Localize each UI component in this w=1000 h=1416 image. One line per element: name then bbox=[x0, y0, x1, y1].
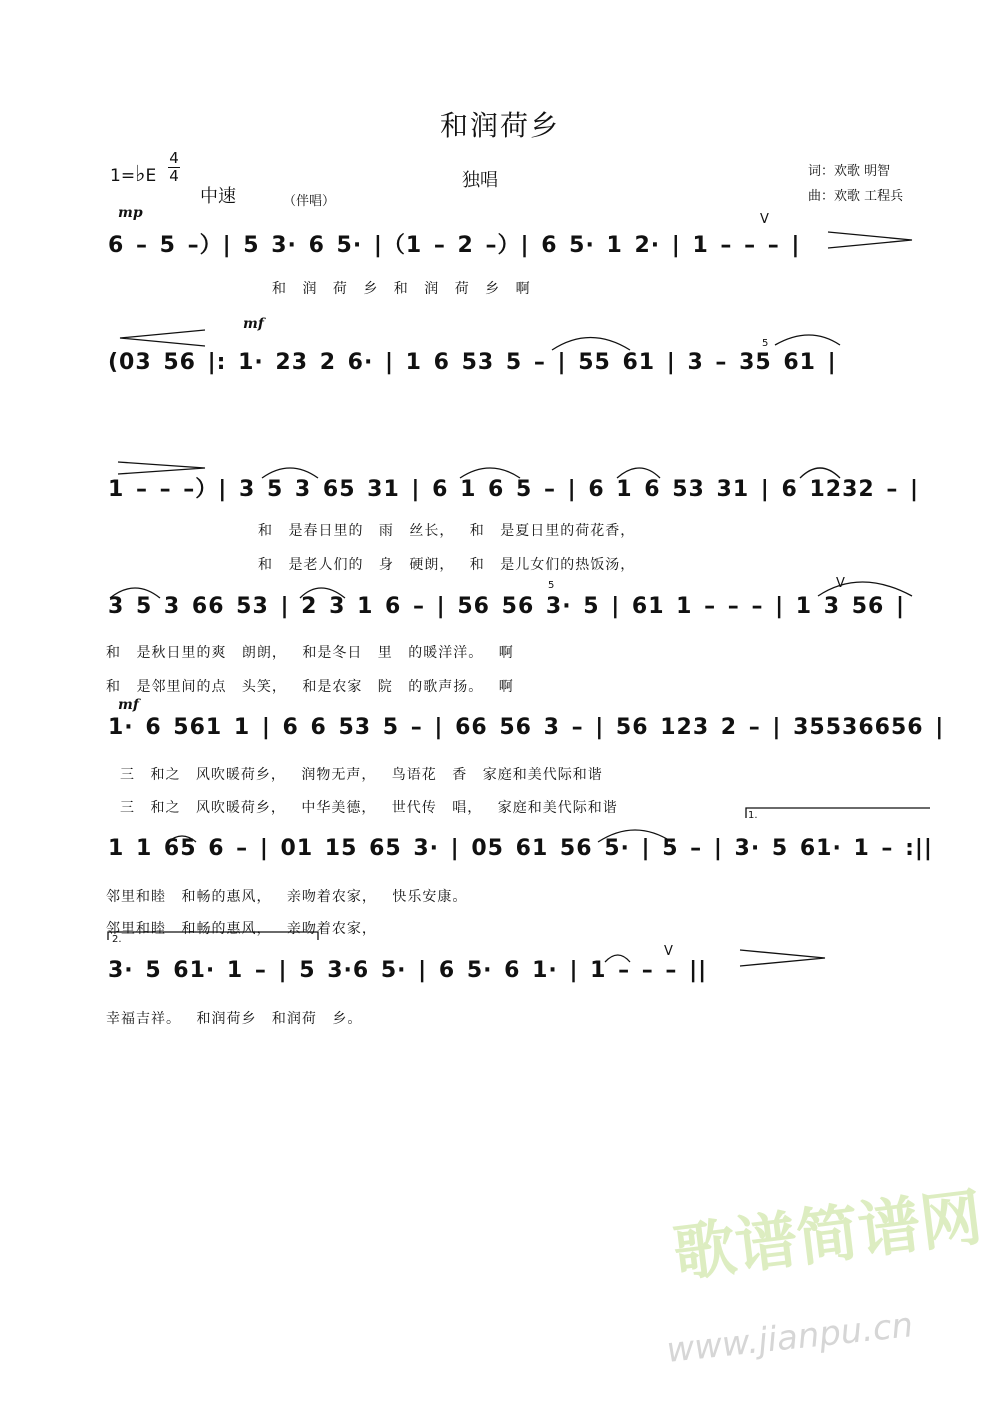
watermark-text: 歌谱简谱网 bbox=[669, 1180, 987, 1291]
decrescendo-hairpin bbox=[740, 950, 825, 966]
notation-row-4: 3 5 3 66 53 | 2 3 1 6 – | 56 56 3· 5 | 61 1 – – – | 1 3 56 | bbox=[108, 594, 906, 619]
notation-row-2: (03 56 |: 1· 23 2 6· | 1 6 53 5 – | 55 61 | 3 – 35 61 | bbox=[108, 350, 837, 375]
dynamic-mf: mf bbox=[243, 316, 264, 332]
tie bbox=[617, 468, 660, 478]
lyricist-credit: 词：欢歌 明智 bbox=[808, 164, 891, 179]
volta-first: 1. bbox=[748, 810, 758, 821]
tie bbox=[552, 338, 630, 351]
page-title: 和润荷乡 bbox=[439, 109, 560, 142]
tie bbox=[775, 335, 840, 345]
grace-note: 5 bbox=[762, 338, 769, 349]
performance-label: 独唱 bbox=[462, 170, 498, 191]
lyrics-row-4b: 和 是邻里间的点 头笑， 和是农家 院 的歌声扬。 啊 bbox=[106, 679, 514, 695]
lyrics-row-3b: 和 是老人们的 身 硬朗， 和 是儿女们的热饭汤， bbox=[258, 557, 636, 573]
breath-mark: V bbox=[664, 944, 673, 959]
dynamic-mp: mp bbox=[118, 205, 143, 221]
flat-symbol: ♭ bbox=[135, 162, 146, 187]
notation-row-7: 3· 5 61· 1 – | 5 3·6 5· | 6 5· 6 1· | 1 – – – || bbox=[108, 958, 708, 983]
crescendo-hairpin bbox=[120, 330, 205, 346]
decrescendo-hairpin bbox=[828, 232, 912, 248]
key-note: E bbox=[145, 166, 157, 186]
key-prefix: 1= bbox=[110, 166, 136, 186]
time-top: 4 bbox=[169, 149, 179, 167]
tie bbox=[800, 468, 840, 478]
tie bbox=[605, 955, 630, 962]
time-bottom: 4 bbox=[169, 167, 179, 185]
decrescendo-hairpin bbox=[118, 462, 205, 474]
dynamic-mf: mf bbox=[118, 697, 139, 713]
lyrics-row-4a: 和 是秋日里的爽 朗朗， 和是冬日 里 的暖洋洋。 啊 bbox=[106, 645, 514, 661]
tie bbox=[168, 836, 196, 842]
notation-row-5: 1· 6 561 1 | 6 6 53 5 – | 66 56 3 – | 56 123 2 – | 35536656 | bbox=[108, 715, 945, 740]
lyrics-row-3a: 和 是春日里的 雨 丝长， 和 是夏日里的荷花香， bbox=[258, 523, 636, 539]
breath-mark: V bbox=[760, 212, 769, 227]
tie bbox=[598, 830, 672, 842]
tie bbox=[818, 582, 912, 596]
volta-second: 2. bbox=[112, 934, 122, 945]
tie bbox=[262, 468, 318, 478]
watermark-url: www.jianpu.cn bbox=[664, 1305, 915, 1371]
lyrics-row-1: 和 润 荷 乡 和 润 荷 乡 啊 bbox=[272, 281, 531, 297]
tie bbox=[460, 468, 520, 478]
tempo-marking: 中速 bbox=[200, 186, 236, 207]
volta-bracket bbox=[746, 808, 930, 818]
lyrics-row-6b: 邻里和睦 和畅的惠风， 亲吻着农家， bbox=[106, 921, 377, 937]
notation-row-6: 1 1 65 6 – | 01 15 65 3· | 05 61 56 5· | 5 – | 3· 5 61· 1 – :|| bbox=[108, 836, 933, 861]
lyrics-row-6a: 邻里和睦 和畅的惠风， 亲吻着农家， 快乐安康。 bbox=[106, 889, 468, 905]
grace-note: 5 bbox=[548, 580, 555, 591]
tie bbox=[300, 588, 345, 598]
lyrics-row-5a: 三 和之 风吹暖荷乡， 润物无声， 鸟语花 香 家庭和美代际和谐 bbox=[120, 767, 603, 783]
volta-bracket bbox=[108, 932, 318, 940]
tie bbox=[110, 588, 160, 598]
notation-row-3: 1 – – –）| 3 5 3 65 31 | 6 1 6 5 – | 6 1 6 53 31 | 6 1232 – | bbox=[108, 477, 920, 502]
accompaniment-label: （伴唱） bbox=[283, 194, 336, 209]
composer-credit: 曲：欢歌 工程兵 bbox=[808, 189, 904, 204]
notation-row-1: 6 – 5 –）| 5 3· 6 5· |（1 – 2 –）| 6 5· 1 2· | 1 – – – | bbox=[108, 233, 801, 258]
lyrics-row-7: 幸福吉祥。 和润荷乡 和润荷 乡。 bbox=[106, 1011, 363, 1027]
breath-mark: V bbox=[836, 576, 845, 591]
lyrics-row-5b: 三 和之 风吹暖荷乡， 中华美德， 世代传 唱， 家庭和美代际和谐 bbox=[120, 800, 618, 816]
